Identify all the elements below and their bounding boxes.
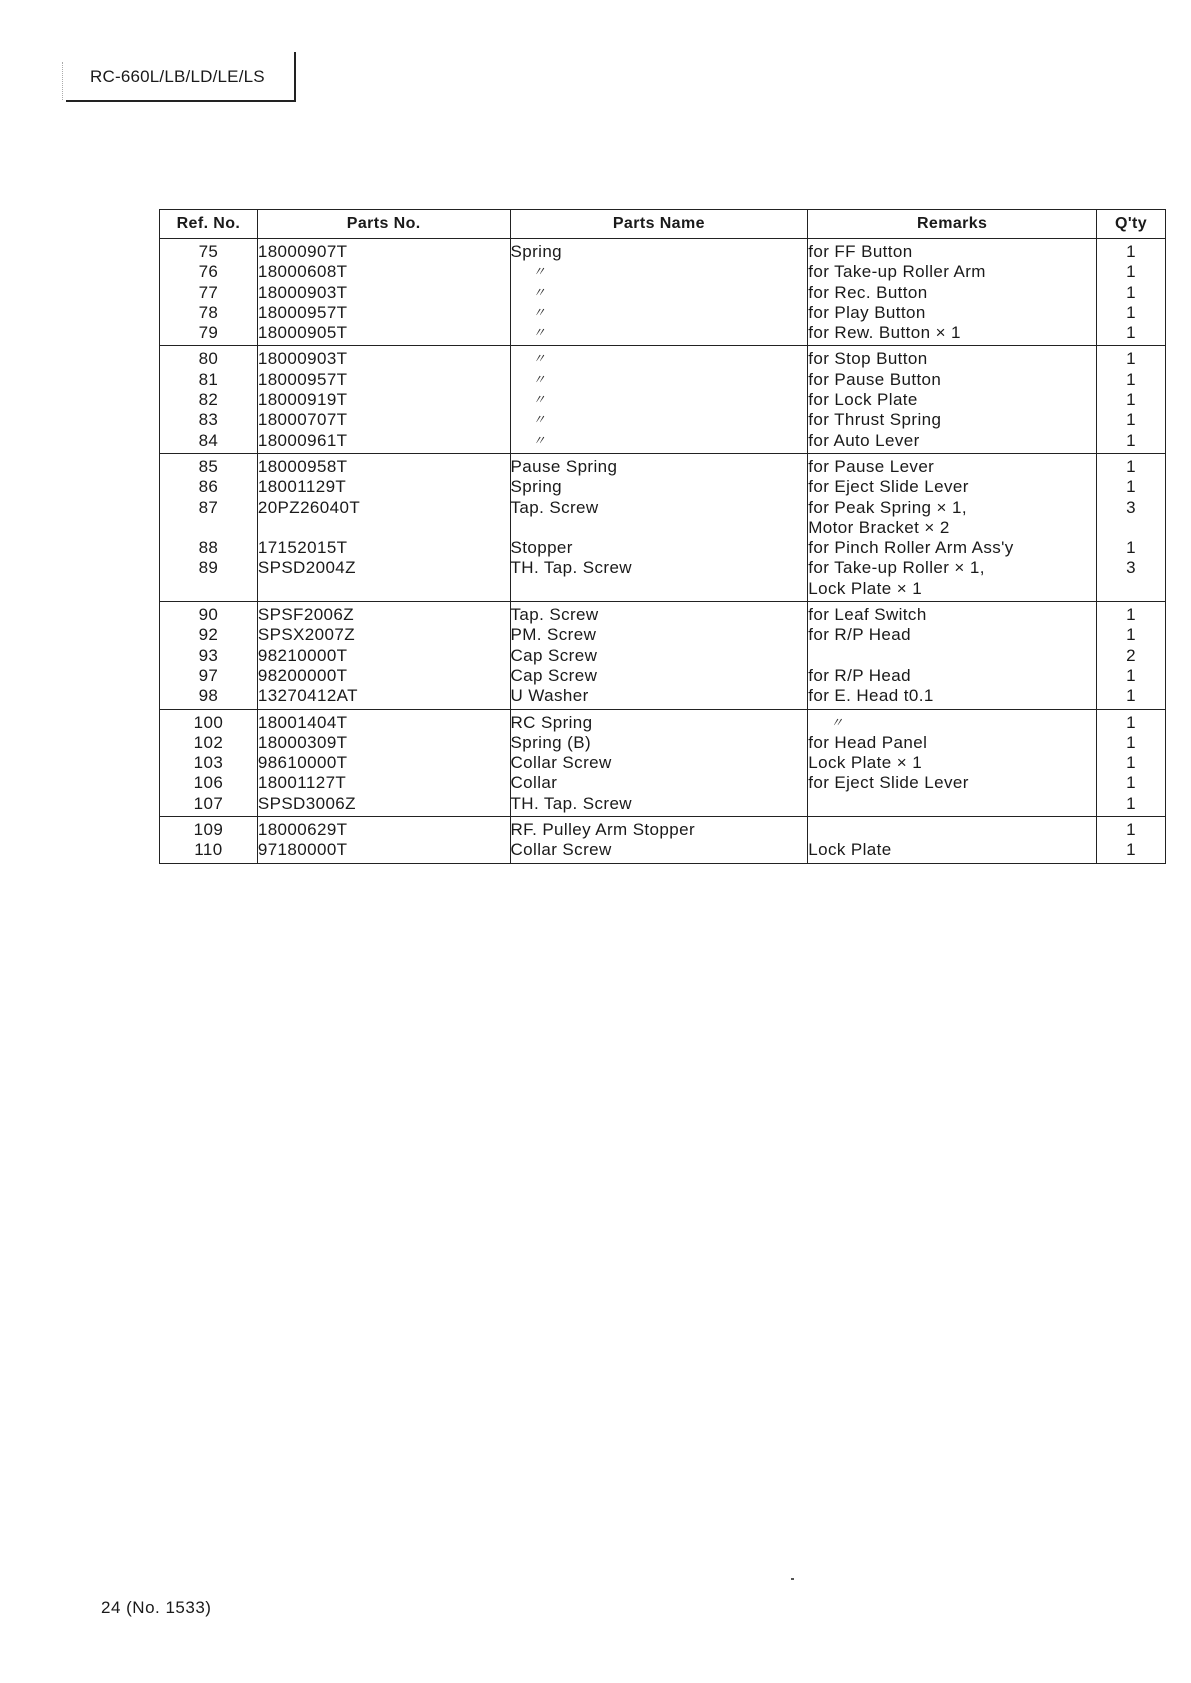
parts-no-cell [257, 602, 510, 709]
parts-no-value: 13270412AT [257, 686, 358, 706]
qty-cell [1097, 817, 1166, 864]
parts-name-value: 〃 [532, 264, 546, 280]
ref-no-value: 93 [198, 645, 219, 665]
qty-value: 1 [1126, 625, 1136, 645]
ref-no-value: 81 [198, 369, 219, 389]
parts-name-value: Pause Spring [510, 456, 618, 476]
parts-no-value: 18000907T [257, 242, 348, 261]
remarks-value: for R/P Head [808, 625, 911, 645]
qty-value: 1 [1126, 538, 1136, 558]
parts-name-cell [510, 453, 808, 601]
remarks-value: Lock Plate [808, 840, 892, 860]
qty-value: 2 [1126, 645, 1136, 665]
ref-no-value: 106 [193, 773, 224, 793]
parts-no-value: 18001129T [257, 477, 347, 497]
ref-no-value: 107 [193, 793, 224, 813]
remarks-cell [808, 346, 1097, 453]
qty-value: 1 [1126, 456, 1136, 476]
qty-value: 1 [1126, 390, 1136, 410]
header-parts-name: Parts Name [510, 210, 808, 239]
remarks-cell [808, 239, 1097, 346]
ref-no-value: 85 [198, 456, 219, 476]
qty-value: 1 [1126, 686, 1136, 706]
parts-name-value: 〃 [532, 412, 546, 428]
parts-name-value: Collar [510, 773, 558, 793]
margin-mark [62, 62, 64, 100]
parts-no-value: SPSD2004Z [257, 558, 356, 578]
qty-value: 1 [1126, 793, 1136, 813]
remarks-value: for Auto Lever [808, 430, 920, 450]
remarks-value: Lock Plate × 1 [808, 578, 923, 598]
parts-name-cell [510, 709, 808, 816]
remarks-cell [808, 817, 1097, 864]
ref-no-value: 97 [198, 665, 219, 685]
parts-no-cell [257, 346, 510, 453]
ref-no-cell [160, 239, 258, 346]
ref-no-cell [160, 346, 258, 453]
parts-no-cell [257, 239, 510, 346]
parts-name-value [511, 518, 808, 538]
qty-value: 1 [1126, 430, 1136, 450]
ref-no-value: 86 [198, 477, 219, 497]
parts-name-value: RF. Pulley Arm Stopper [510, 820, 696, 840]
ref-no-value [160, 579, 257, 599]
qty-value: 1 [1126, 262, 1136, 282]
remarks-value: for Leaf Switch [808, 605, 927, 625]
table-row-group [160, 602, 1166, 709]
ref-no-value: 110 [194, 840, 223, 860]
remarks-cell [808, 709, 1097, 816]
qty-value: 1 [1126, 242, 1136, 261]
ref-no-value: 89 [198, 558, 219, 578]
remarks-value [808, 820, 1096, 840]
ref-no-value: 84 [198, 430, 219, 450]
qty-value: 1 [1126, 840, 1136, 860]
parts-no-cell [257, 817, 510, 864]
ref-no-cell [160, 817, 258, 864]
qty-value: 1 [1126, 302, 1136, 322]
parts-no-value: 18000629T [257, 820, 348, 840]
parts-name-value: Cap Screw [510, 645, 598, 665]
ref-no-value: 92 [198, 625, 219, 645]
header-qty: Q'ty [1097, 210, 1166, 239]
remarks-value: for Play Button [808, 302, 926, 322]
qty-value: 1 [1126, 605, 1136, 625]
table-header-row [160, 210, 1166, 239]
remarks-cell [808, 453, 1097, 601]
remarks-value [808, 794, 1096, 814]
remarks-value: for Pause Button [808, 369, 942, 389]
qty-value: 1 [1126, 732, 1136, 752]
parts-name-value: Spring [510, 242, 563, 261]
parts-no-value: 98200000T [257, 665, 348, 685]
parts-no-value: 18000961T [257, 430, 348, 450]
ref-no-value: 90 [198, 605, 219, 625]
parts-no-cell [257, 453, 510, 601]
parts-no-value: 18000905T [257, 323, 348, 343]
qty-value: 1 [1126, 665, 1136, 685]
ref-no-value: 79 [198, 323, 219, 343]
parts-name-value: Cap Screw [510, 665, 598, 685]
parts-no-value: 18000958T [257, 456, 348, 476]
ref-no-value: 76 [198, 262, 219, 282]
parts-name-value: Collar Screw [510, 840, 612, 860]
table-row-group [160, 453, 1166, 601]
remarks-value: for FF Button [808, 242, 913, 261]
table-row-group [160, 346, 1166, 453]
parts-no-value: 20PZ26040T [257, 497, 361, 517]
parts-name-value: 〃 [532, 432, 546, 448]
remarks-value: for Head Panel [808, 732, 928, 752]
remarks-value: for R/P Head [808, 665, 911, 685]
table-row-group [160, 239, 1166, 346]
parts-name-value: RC Spring [510, 712, 593, 732]
parts-name-cell [510, 239, 808, 346]
table-body [160, 239, 1166, 864]
remarks-value: 〃 [830, 714, 844, 730]
parts-name-value: Collar Screw [510, 753, 612, 773]
parts-no-value: 17152015T [257, 538, 348, 558]
ref-no-value: 88 [198, 538, 219, 558]
remarks-value: for Eject Slide Lever [808, 477, 969, 497]
ref-no-value: 103 [193, 753, 224, 773]
qty-cell [1097, 709, 1166, 816]
remarks-cell [808, 602, 1097, 709]
qty-value: 1 [1126, 773, 1136, 793]
table-row-group [160, 709, 1166, 816]
parts-name-value: U Washer [510, 686, 589, 706]
parts-name-value: 〃 [532, 371, 546, 387]
parts-no-value: 18001127T [257, 773, 347, 793]
parts-name-value: 〃 [532, 284, 546, 300]
ref-no-value: 77 [198, 282, 219, 302]
remarks-value [808, 646, 1096, 666]
qty-cell [1097, 602, 1166, 709]
remarks-value: for Eject Slide Lever [808, 773, 969, 793]
header-remarks: Remarks [808, 210, 1097, 239]
remarks-value: for Take-up Roller × 1, [808, 558, 985, 578]
ref-no-cell [160, 709, 258, 816]
parts-name-value: Spring (B) [510, 732, 592, 752]
remarks-value: for E. Head t0.1 [808, 686, 934, 706]
header-parts-no: Parts No. [257, 210, 510, 239]
qty-value: 1 [1126, 410, 1136, 430]
ref-no-value: 102 [193, 732, 224, 752]
parts-no-value: 18000903T [257, 282, 348, 302]
remarks-value: for Pinch Roller Arm Ass'y [808, 538, 1014, 558]
parts-name-cell [510, 817, 808, 864]
parts-no-value: 18001404T [257, 712, 348, 732]
ref-no-value: 87 [198, 497, 219, 517]
parts-name-value: TH. Tap. Screw [510, 793, 632, 813]
remarks-value: Lock Plate × 1 [808, 753, 923, 773]
parts-name-cell [510, 602, 808, 709]
page-footer: 24 (No. 1533) [101, 1598, 212, 1617]
parts-list-table [159, 209, 1166, 864]
parts-no-value: 18000919T [257, 390, 348, 410]
qty-cell [1097, 453, 1166, 601]
qty-value: 3 [1126, 497, 1136, 517]
parts-no-value: SPSF2006Z [257, 605, 355, 625]
qty-value: 1 [1126, 712, 1136, 732]
scan-speck [791, 1578, 794, 1580]
ref-no-value: 82 [198, 390, 219, 410]
parts-no-value: SPSD3006Z [257, 793, 356, 813]
ref-no-value: 75 [198, 242, 219, 261]
parts-name-value: PM. Screw [510, 625, 597, 645]
parts-no-value: 18000957T [257, 369, 348, 389]
qty-value: 1 [1126, 323, 1136, 343]
parts-name-value [511, 579, 808, 599]
parts-name-value: Stopper [510, 538, 573, 558]
qty-value: 3 [1126, 558, 1136, 578]
parts-no-value: 18000957T [257, 302, 348, 322]
parts-no-value: 18000309T [257, 732, 348, 752]
parts-name-value: 〃 [532, 304, 546, 320]
ref-no-value: 98 [198, 686, 219, 706]
model-header-box [66, 52, 296, 102]
remarks-value: for Lock Plate [808, 390, 918, 410]
parts-no-value: SPSX2007Z [257, 625, 356, 645]
qty-value: 1 [1126, 477, 1136, 497]
table-row-group [160, 817, 1166, 864]
qty-cell [1097, 239, 1166, 346]
parts-no-value: 98610000T [257, 753, 348, 773]
ref-no-value: 109 [193, 820, 224, 840]
parts-name-value: Tap. Screw [510, 497, 599, 517]
model-number: RC-660L/LB/LD/LE/LS [90, 67, 265, 86]
parts-name-value: 〃 [532, 325, 546, 341]
qty-value [1097, 518, 1165, 538]
qty-value: 1 [1126, 369, 1136, 389]
remarks-value: for Stop Button [808, 349, 928, 369]
ref-no-value: 78 [198, 302, 219, 322]
ref-no-value: 83 [198, 410, 219, 430]
ref-no-cell [160, 453, 258, 601]
parts-name-value: 〃 [532, 392, 546, 408]
remarks-value: Motor Bracket × 2 [808, 517, 950, 537]
parts-no-value: 18000608T [257, 262, 348, 282]
qty-cell [1097, 346, 1166, 453]
qty-value: 1 [1126, 349, 1136, 369]
qty-value: 1 [1126, 753, 1136, 773]
remarks-value: for Peak Spring × 1, [808, 497, 967, 517]
ref-no-value [160, 518, 257, 538]
remarks-value: for Rew. Button × 1 [808, 323, 961, 343]
parts-no-value: 18000903T [257, 349, 348, 369]
qty-value: 1 [1126, 282, 1136, 302]
ref-no-value: 80 [198, 349, 219, 369]
parts-name-value: 〃 [532, 351, 546, 367]
remarks-value: for Thrust Spring [808, 410, 942, 430]
qty-value: 1 [1126, 820, 1136, 840]
parts-no-cell [257, 709, 510, 816]
parts-no-value: 98210000T [257, 645, 348, 665]
parts-no-value [258, 518, 510, 538]
parts-name-value: Tap. Screw [510, 605, 599, 625]
parts-no-value [258, 579, 510, 599]
parts-no-value: 18000707T [257, 410, 348, 430]
ref-no-value: 100 [193, 712, 224, 732]
parts-no-value: 97180000T [257, 840, 348, 860]
parts-name-cell [510, 346, 808, 453]
ref-no-cell [160, 602, 258, 709]
parts-name-value: TH. Tap. Screw [510, 558, 632, 578]
remarks-value: for Pause Lever [808, 456, 935, 476]
parts-name-value: Spring [510, 477, 563, 497]
header-ref-no: Ref. No. [160, 210, 258, 239]
qty-value [1097, 579, 1165, 599]
remarks-value: for Rec. Button [808, 282, 928, 302]
remarks-value: for Take-up Roller Arm [808, 262, 986, 282]
